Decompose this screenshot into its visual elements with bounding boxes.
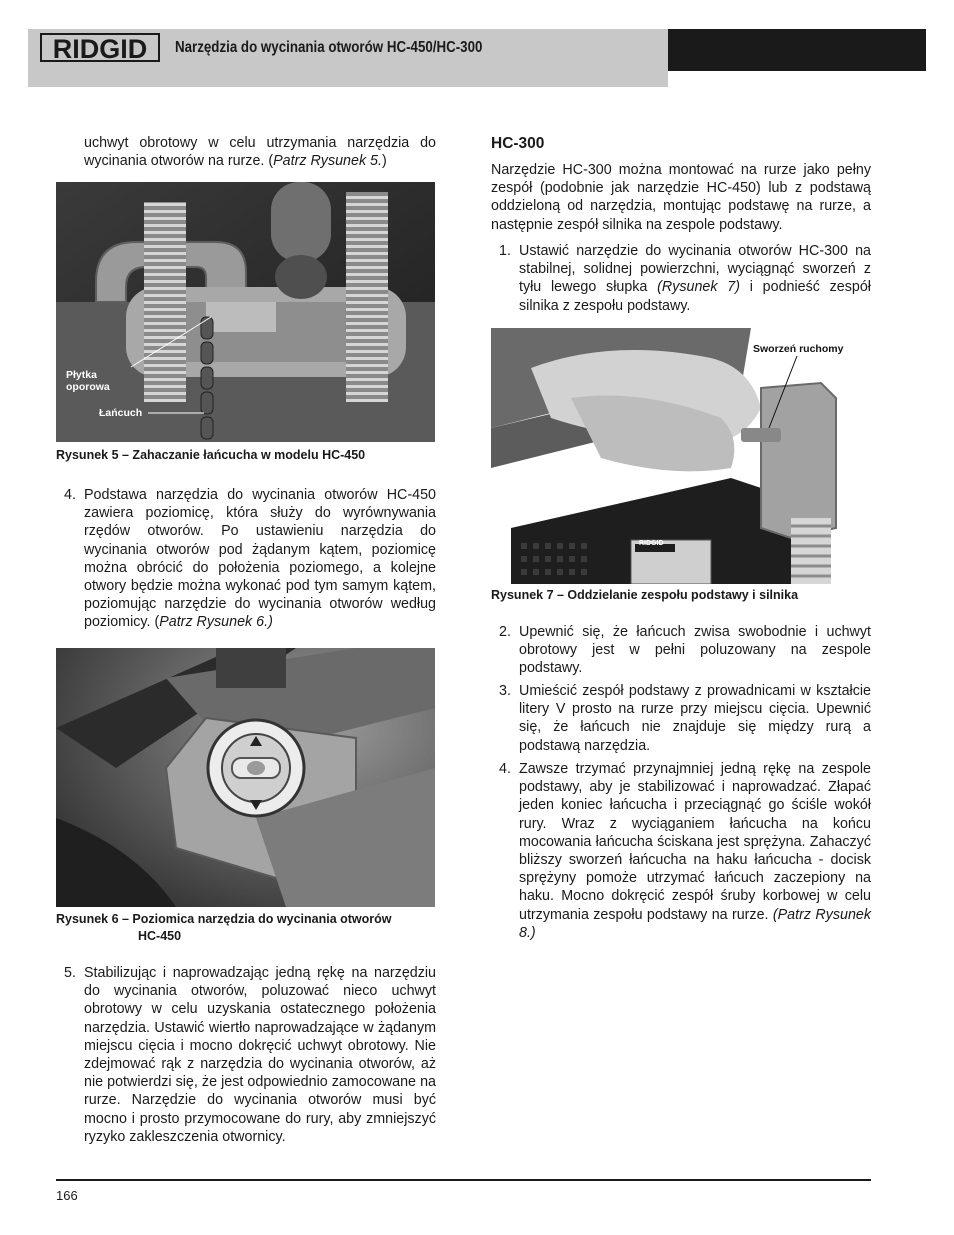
- figure-5-caption: Rysunek 5 – Zahaczanie łańcucha w modelu HC-450: [56, 448, 366, 462]
- left-intro-ref: Patrz Rysunek 5.: [273, 153, 382, 170]
- list-text: [519, 242, 871, 315]
- nameplate-brand: RIDGID: [639, 540, 664, 547]
- figure-5-photo: [56, 182, 435, 442]
- page-title: Narzędzia do wycinania otworów HC-450/HC-300: [175, 39, 483, 56]
- list-text-body: Podstawa narzędzia do wycinania otworów HC-450 zawiera poziomicę, która służy do wyrównywania rzędów otworów. Po ustawieniu narzędzia do wycinania otworów pod żądanym kątem, poziomicę można obrócić do położenia poziomego, a kolejne otwory będzie można wykonać pod tym samym kątem, poziomując narzędzie do wycinania otworów według poziomicy. (: [84, 487, 436, 631]
- page-number: 166: [56, 1188, 78, 1203]
- label-pin: Sworzeń ruchomy: [753, 343, 844, 355]
- right-list-item-4: [499, 760, 871, 945]
- label-plate-line2: oporowa: [66, 381, 110, 393]
- left-intro-end: ): [382, 153, 387, 170]
- label-chain: Łańcuch: [99, 407, 143, 419]
- figure-6-photo: [56, 648, 435, 907]
- header-underbar: [28, 71, 668, 87]
- list-text-a: Ustawić narzędzie do wycinania otworów HC-300 na stabilnej, solidnej powierzchni, wyciągnąć sworzeń z tyłu lewego słupka: [519, 243, 871, 296]
- right-list-item-2: [499, 623, 871, 678]
- list-text: Upewnić się, że łańcuch zwisa swobodnie i uchwyt obrotowy jest w pełni poluzowany na zespole podstawy.: [519, 624, 871, 677]
- left-intro-paragraph: [84, 134, 436, 170]
- list-text-ref: (Patrz Rysunek 8.): [519, 906, 871, 941]
- list-number: 4.: [64, 487, 76, 503]
- list-text: Umieścić zespół podstawy z prowadnicami w kształcie litery V prosto na rurze przy miejscu cięcia. Upewnić się, że łańcuch nie znajduje się między rurą a podstawą narzędzia.: [519, 683, 871, 754]
- list-number: 3.: [499, 683, 511, 699]
- left-list-item-4: [64, 486, 436, 636]
- list-number: 5.: [64, 965, 76, 981]
- list-text: [84, 486, 436, 632]
- list-number: 1.: [499, 243, 511, 259]
- figure-7-caption: Rysunek 7 – Oddzielanie zespołu podstawy i silnika: [491, 588, 799, 602]
- list-text-body: Zawsze trzymać przynajmniej jedną rękę na zespole podstawy, aby je stabilizować i naprowadzać. Złapać jeden koniec łańcucha i przeciągnąć go ściśle wokół rury. Wraz z wyciąganiem łańcucha na końcu mocowania łańcucha ściskana jest sprężyna. Zahaczyć bliższy sworzeń łańcucha na haku łańcucha - docisk sprężyny pomoże utrzymać łańcuch zaczepiony na haku. Mocno dokręcić zespół śruby korbowej w celu utrzymania zespołu podstawy na rurze.: [519, 761, 871, 923]
- figure-6-caption-line1: Rysunek 6 – Poziomica narzędzia do wycinania otworów: [56, 912, 392, 926]
- ridgid-logo: [40, 32, 164, 64]
- list-text-ref: (Rysunek 7): [657, 279, 740, 296]
- label-plate-line1: Płytka: [66, 369, 97, 381]
- list-number: 2.: [499, 624, 511, 640]
- list-text-ref: Patrz Rysunek 6.): [159, 614, 273, 631]
- right-list-item-1: [499, 242, 871, 317]
- section-heading-hc300: HC-300: [491, 135, 545, 152]
- header-black-block: [668, 29, 926, 71]
- right-intro-paragraph: Narzędzie HC-300 można montować na rurze jako pełny zespół (podobnie jak narzędzie HC-450) lub z podstawą oddzieloną od narzędzia, montując podstawę na rurze, a następnie zespół silnika na zespole podstawy.: [491, 162, 871, 233]
- logo-text: RIDGID: [52, 34, 148, 64]
- right-list-item-3: [499, 682, 871, 757]
- list-text: Stabilizując i naprowadzając jedną rękę na narzędziu do wycinania otworów, poluzować nieco uchwyt obrotowy w celu uzyskania ostatecznego położenia narzędzia. Ustawić wiertło naprowadzające w żądanym miejscu cięcia i mocno dokręcić uchwyt obrotowy. Nie zdejmować rąk z narzędzia do wycinania otworów, aż nie potwierdzi się, że jest odpowiednio zamocowane na rurze. Narzędzie do wycinania otworów musi być mocno i prosto przymocowane do rury, aby zmniejszyć ryzyko zakleszczenia otwornicy.: [84, 965, 436, 1145]
- figure-7-photo: [491, 328, 871, 584]
- list-text: [519, 760, 871, 942]
- figure-6-caption-line2: HC-450: [138, 929, 182, 943]
- list-text-b: i podnieść zespół silnika z zespołu podstawy.: [519, 279, 871, 314]
- footer-rule: [56, 1179, 871, 1181]
- list-number: 4.: [499, 761, 511, 777]
- left-list-item-5: [64, 964, 436, 1166]
- left-intro-text: uchwyt obrotowy w celu utrzymania narzędzia do wycinania otworów na rurze. (: [84, 135, 436, 170]
